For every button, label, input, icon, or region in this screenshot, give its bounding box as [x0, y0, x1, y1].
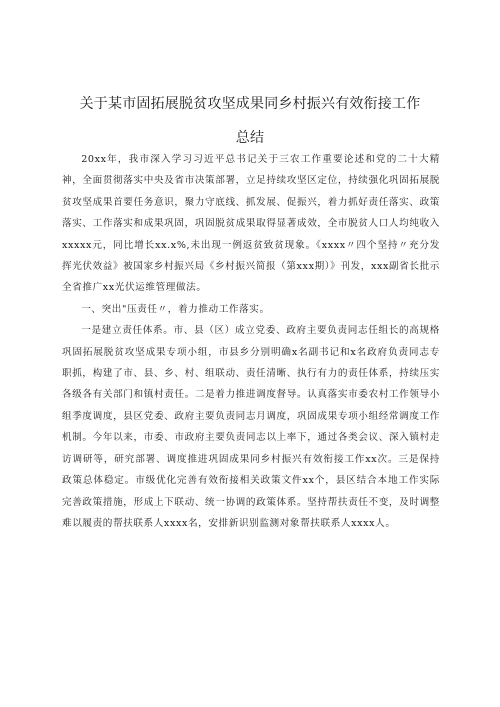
paragraph-responsibility: 一是建立责任体系。市、县（区）成立党委、政府主要负责同志任组长的高规格巩固拓展脱贫攻坚成果专项小组，市县乡分别明确x名副书记和x名政府负责同志专职抓，构建了市、县、乡、村、组联动、责任清晰、执行有力的责任体系，持续压实各级各有关部门和镇村责任。二是着力推进调度督导。认真落实市委农村工作领导小组季度调度，县区党委、政府主要负责同志月调度，巩固成果专项小组经常调度工作机制。今年以来，市委、市政府主要负责同志以上率下，通过各类会议、深入镇村走访调研等，研究部署、调度推进巩固成果同乡村振兴有效衔接工作xx次。三是保持政策总体稳定。市级优化完善有效衔接相关政策文件xx个，县区结合本地工作实际完善政策措施，形成上下联动、统一协调的政策体系。坚持帮扶责任不变，及时调整难以履责的帮扶联系人xxxx名，安排新识别监测对象帮扶联系人xxxx人。 [62, 325, 440, 529]
paragraph-section-heading: 一、突出"压责任〃，着力推动工作落实。 [81, 303, 270, 315]
paragraph-intro: 20xx年，我市深入学习习近平总书记关于三农工作重要论述和党的二十大精神，全面贯彻落实中央及省市决策部署，立足持续攻坚区定位，持续强化巩固拓展脱贫攻坚成果首要任务意识，聚力守底线、抓发展、促振兴，着力抓好责任落实、政策落实、工作落实和成果巩固，巩固脱贫成果取得显著成效，全市脱贫人口人均纯收入xxxxx元，同比增长xx.x%,未出现一例返贫致贫现象。《xxxx〃四个坚持〃充分发挥光伏效益》被国家乡村振兴局《乡村振兴简报（第xxx期）》刊发，xxx副省长批示全省推广xx光伏运维管理做法。 [62, 154, 440, 294]
document-title: 关于某市固拓展脱贫攻坚成果同乡村振兴有效衔接工作总结 [79, 96, 421, 147]
document-body [62, 149, 440, 534]
